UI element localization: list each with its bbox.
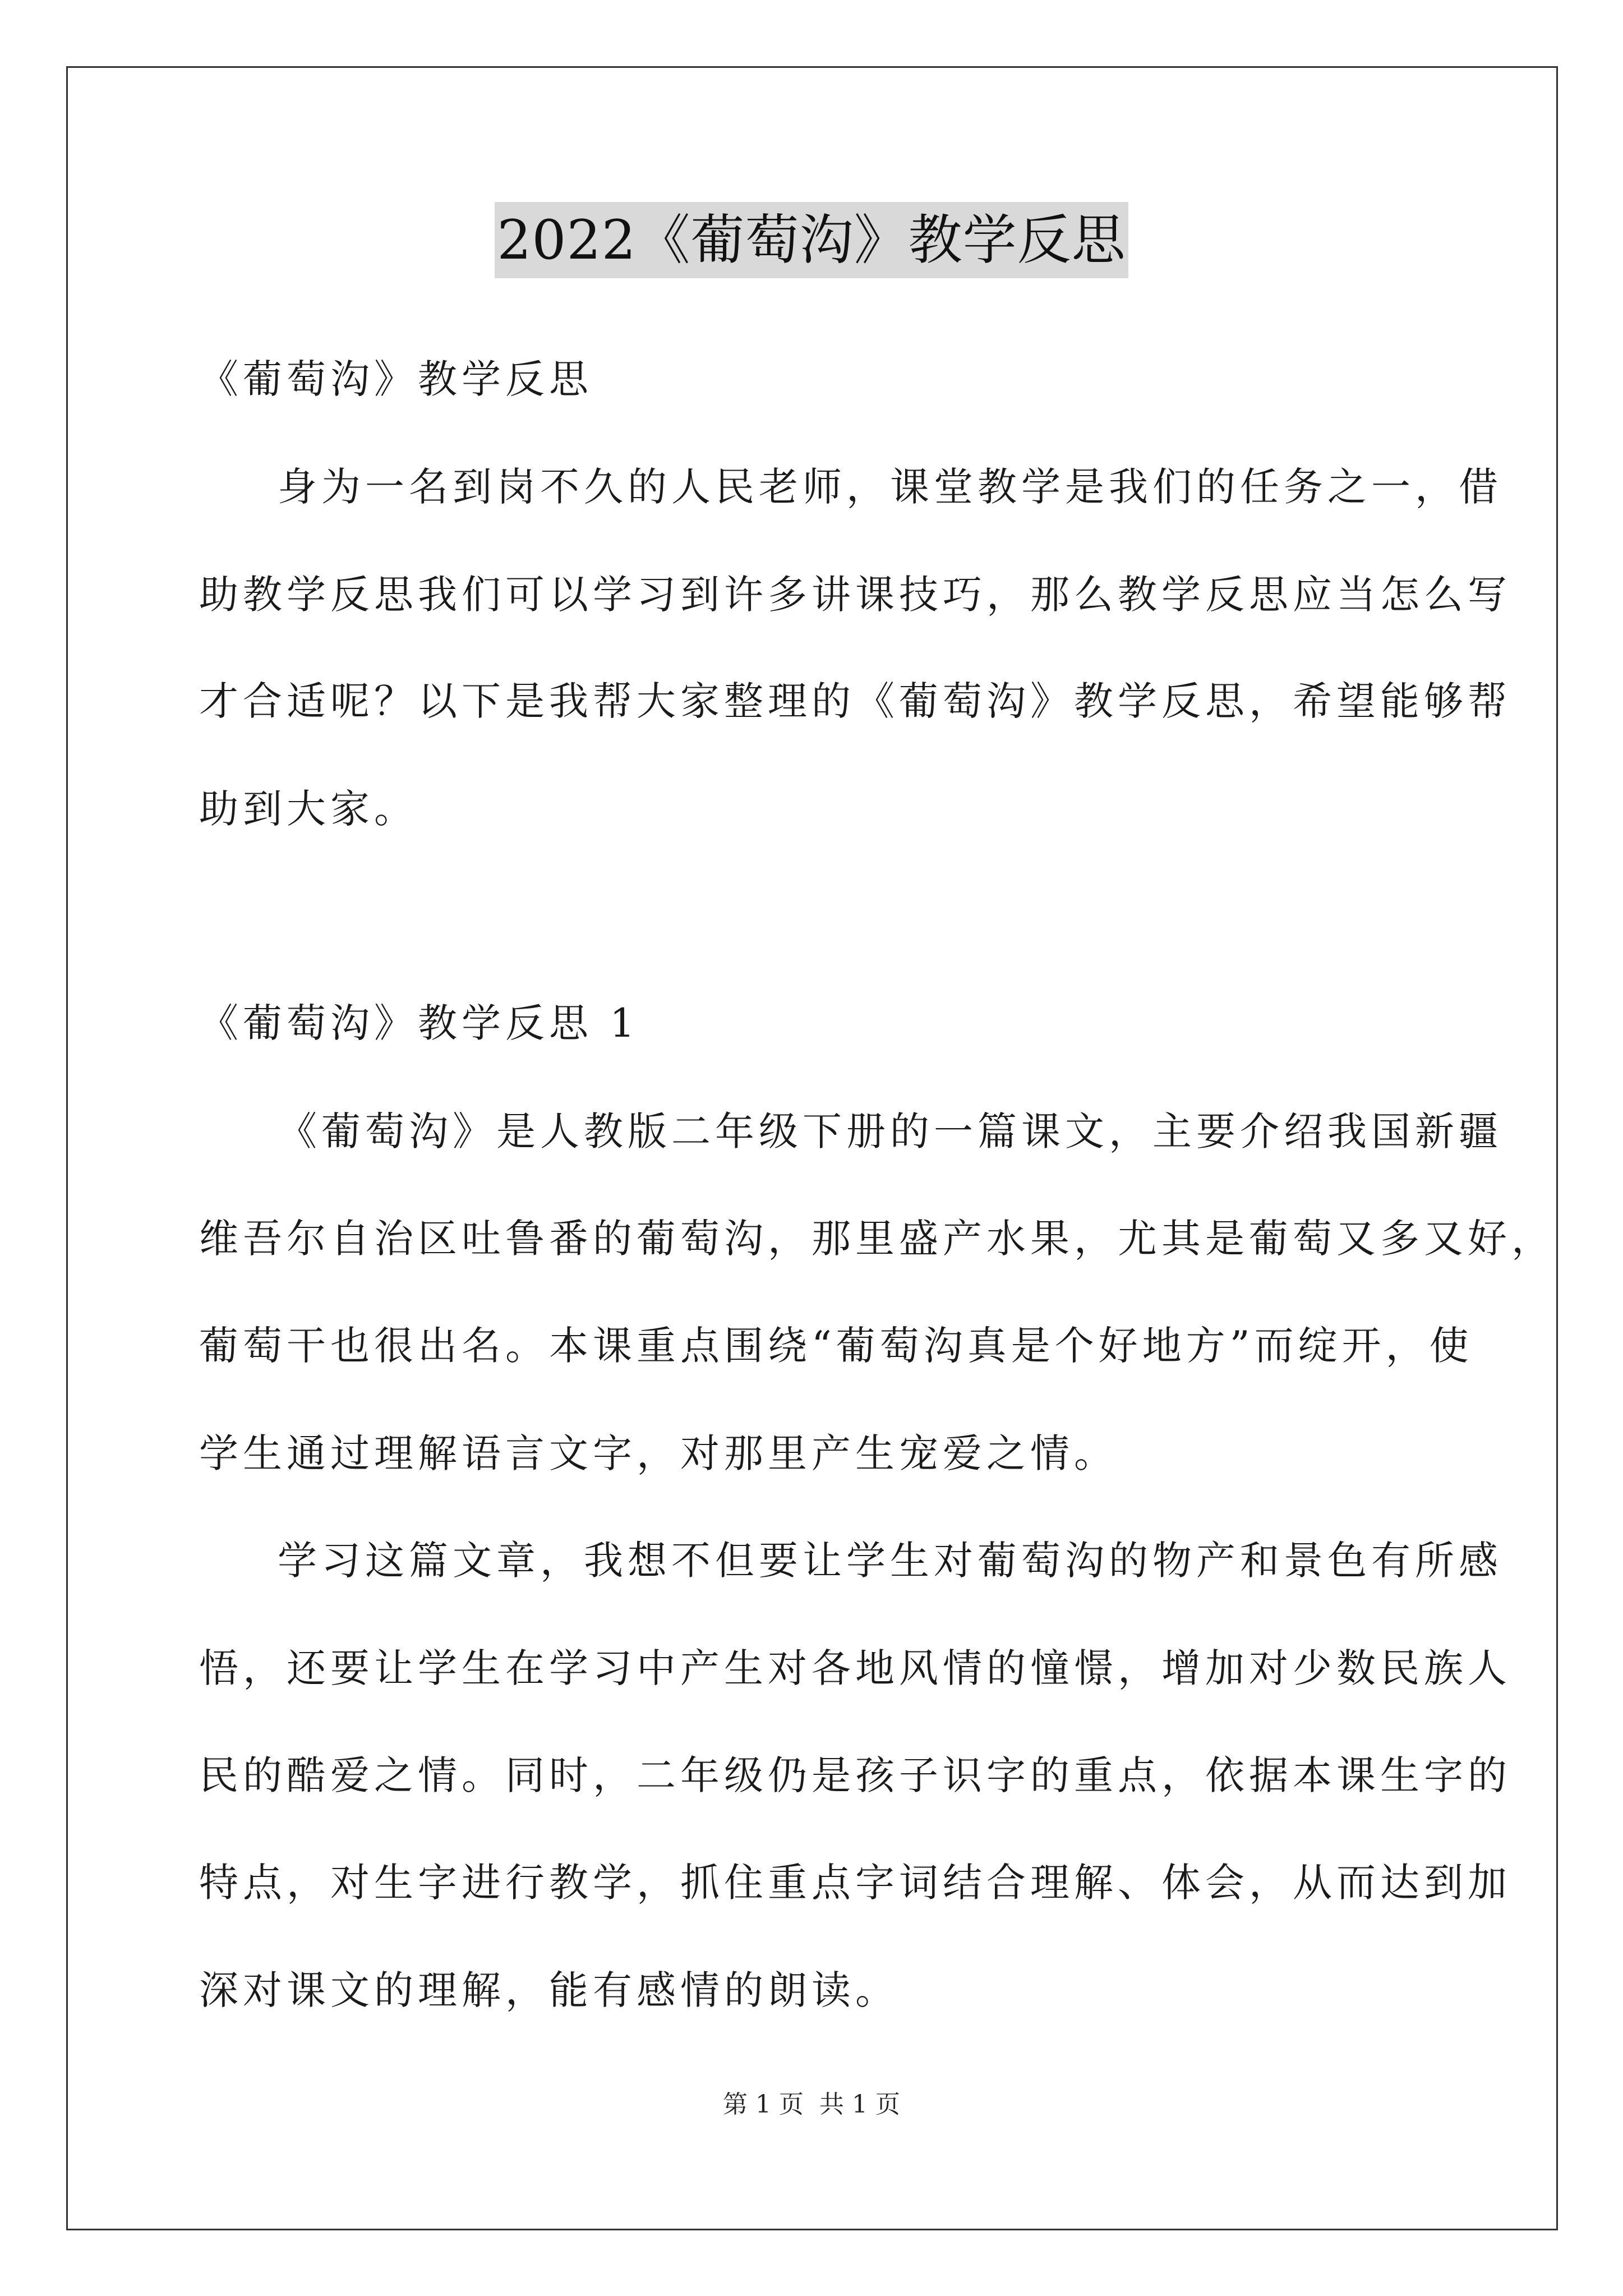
paragraph-line: 身为一名到岗不久的人民老师，课堂教学是我们的任务之一，借 — [278, 464, 1502, 510]
paragraph-line: 深对课文的理解，能有感情的朗读。 — [199, 1967, 899, 2013]
paragraph-line: 民的酷爱之情。同时，二年级仍是孩子识字的重点，依据本课生字的 — [199, 1752, 1511, 1798]
paragraph-line: 维吾尔自治区吐鲁番的葡萄沟，那里盛产水果，尤其是葡萄又多又好， — [199, 1216, 1555, 1262]
paragraph-line: 才合适呢？以下是我帮大家整理的《葡萄沟》教学反思，希望能够帮 — [199, 678, 1511, 724]
paragraph-line: 葡萄干也很出名。本课重点围绕“葡萄沟真是个好地方”而绽开，使 — [199, 1323, 1473, 1369]
page-number-total: 共 1 页 — [819, 2090, 900, 2119]
page-number-current: 第 1 页 — [723, 2090, 804, 2119]
title-container — [0, 202, 1623, 278]
section-heading: 《葡萄沟》教学反思 1 — [199, 1000, 639, 1046]
paragraph-line: 助教学反思我们可以学习到许多讲课技巧，那么教学反思应当怎么写 — [199, 572, 1511, 618]
paragraph-line: 学习这篇文章，我想不但要让学生对葡萄沟的物产和景色有所感 — [278, 1538, 1502, 1584]
document-title: 2022《葡萄沟》教学反思 — [495, 202, 1128, 278]
paragraph-line: 《葡萄沟》是人教版二年级下册的一篇课文，主要介绍我国新疆 — [278, 1108, 1502, 1154]
page-footer — [0, 2088, 1623, 2122]
paragraph-line: 悟，还要让学生在学习中产生对各地风情的憧憬，增加对少数民族人 — [199, 1645, 1511, 1691]
section-heading: 《葡萄沟》教学反思 — [199, 356, 593, 402]
paragraph-line: 助到大家。 — [199, 786, 418, 832]
paragraph-line: 学生通过理解语言文字，对那里产生宠爱之情。 — [199, 1430, 1118, 1476]
paragraph-line: 特点，对生字进行教学，抓住重点字词结合理解、体会，从而达到加 — [199, 1860, 1511, 1906]
